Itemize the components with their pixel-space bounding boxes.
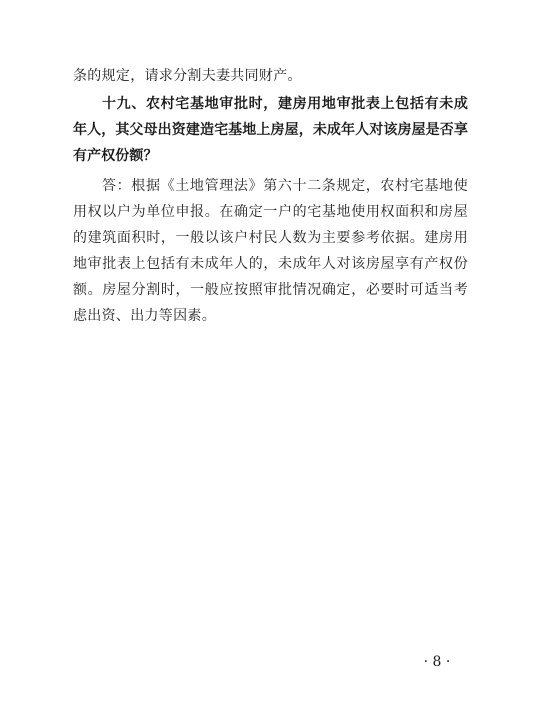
question-heading: 十九、农村宅基地审批时，建房用地审批表上包括有未成年人，其父母出资建造宅基地上房屋，未成年人对该房屋是否享有产权份额？ (73, 96, 468, 164)
answer-paragraph: 答：根据《土地管理法》第六十二条规定，农村宅基地使用权以户为单位申报。在确定一户的宅基地使用权面积和房屋的建筑面积时，一般以该户村民人数为主要参考依据。建房用地审批表上包括有未成年人的，未成年人对该房屋享有产权份额。房屋分割时，一般应按照审批情况确定，必要时可适当考虑出资、出力等因素。 (73, 178, 468, 324)
continued-paragraph: 条的规定，请求分割夫妻共同财产。 (73, 68, 302, 84)
page-number: · 8 · (423, 654, 451, 670)
